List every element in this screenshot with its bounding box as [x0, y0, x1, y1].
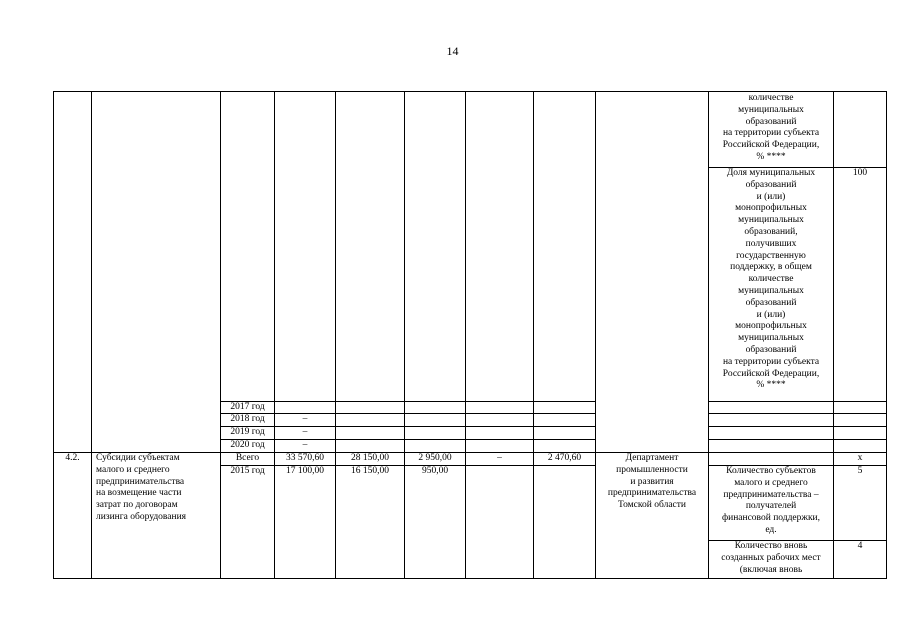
year-total: – — [302, 440, 308, 450]
item-number: 4.2. — [65, 453, 80, 463]
regional-value: 2 950,00 — [418, 453, 452, 463]
year-label: 2019 год — [230, 427, 265, 437]
federal-value: 28 150,00 — [351, 453, 389, 463]
year-label: 2017 год — [230, 402, 265, 412]
page-number: 14 — [446, 44, 459, 58]
period-label: Всего — [235, 453, 260, 463]
total-value: 17 100,00 — [286, 466, 324, 476]
row-line — [53, 578, 887, 579]
municipal-value: – — [497, 453, 502, 463]
year-label: 2018 год — [230, 414, 265, 424]
indicator-value: х — [857, 453, 863, 463]
col-line — [53, 91, 54, 579]
other-value: 2 470,60 — [547, 453, 582, 463]
col-line — [220, 91, 221, 579]
indicator-value: 100 — [852, 168, 868, 178]
row-line — [708, 439, 887, 440]
year-total: – — [302, 427, 308, 437]
col-line — [465, 91, 466, 579]
col-line — [404, 91, 405, 579]
indicator-text: Количество субъектов малого и среднего предпринимательства – получателей финансовой поддержки, ед. — [721, 466, 821, 535]
indicator-value: 4 — [857, 541, 863, 551]
year-total: – — [302, 414, 308, 424]
col-line — [91, 91, 92, 579]
federal-value: 16 150,00 — [351, 466, 389, 476]
period-label: 2015 год — [230, 466, 265, 476]
col-line — [274, 91, 275, 579]
year-label: 2020 год — [230, 440, 265, 450]
indicator-value: 5 — [857, 466, 863, 476]
item-executor: Департамент промышленности и развития предпринимательства Томской области — [607, 453, 697, 511]
regional-value: 950,00 — [421, 466, 449, 476]
indicator-text: Количество вновь созданных рабочих мест (включая вновь — [721, 541, 821, 575]
indicator-text: Доля муниципальных образований и (или) монопрофильных муниципальных образований, получивших государственную поддержку, в общем количестве муниципальных образований и (или) монопрофильных муниципальных образований на территории субъекта Российской Федерации, % **** — [722, 168, 820, 391]
row-line — [708, 413, 887, 414]
item-name: Субсидии субъектам малого и среднего предпринимательства на возмещение части затрат по договорам лизинга оборудования — [96, 453, 187, 522]
indicator-text-continued: количестве муниципальных образований на территории субъекта Российской Федерации, % **** — [722, 93, 820, 162]
row-line — [53, 91, 887, 92]
row-line — [220, 401, 595, 402]
col-line — [833, 91, 834, 579]
col-line — [886, 91, 887, 579]
row-line — [708, 426, 887, 427]
total-value: 33 570,60 — [286, 453, 324, 463]
col-line — [335, 91, 336, 579]
col-line — [533, 91, 534, 579]
row-line — [708, 401, 887, 402]
